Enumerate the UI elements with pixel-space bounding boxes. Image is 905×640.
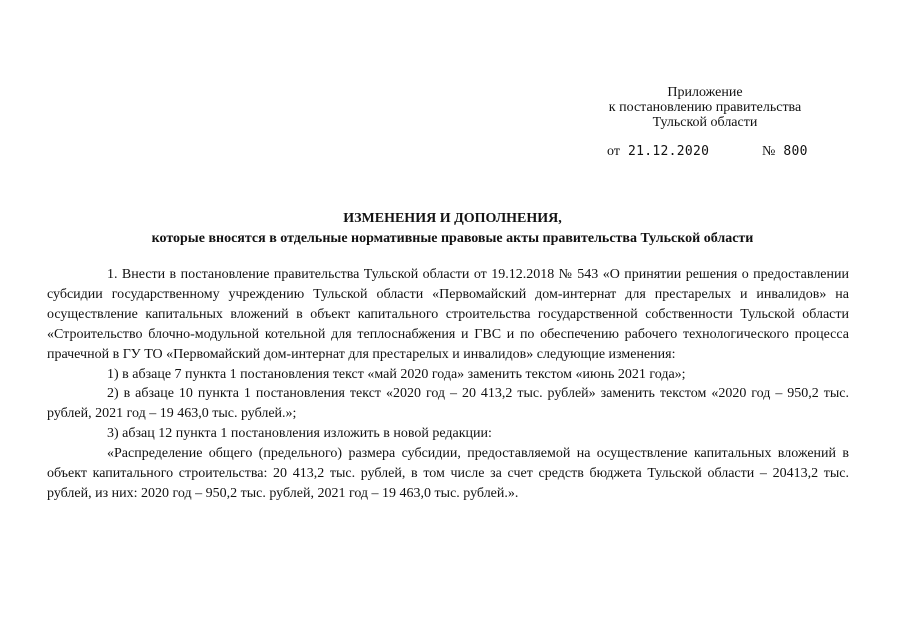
appendix-line-3: Тульской области bbox=[652, 115, 758, 130]
document-subtitle: которые вносятся в отдельные нормативные правовые акты правительства Тульской области bbox=[151, 231, 754, 246]
appendix-block bbox=[575, 85, 835, 130]
document-number-block bbox=[762, 144, 808, 160]
list-item-1: 1) в абзаце 7 пункта 1 постановления текст «май 2020 года» заменить текстом «июнь 2021 года»; bbox=[107, 366, 686, 382]
appendix-line-1: Приложение bbox=[667, 85, 743, 100]
list-item-3: 3) абзац 12 пункта 1 постановления изложить в новой редакции: bbox=[107, 426, 492, 442]
document-number: 800 bbox=[783, 144, 808, 159]
date-prefix: от bbox=[607, 144, 620, 159]
document-title: ИЗМЕНЕНИЯ И ДОПОЛНЕНИЯ, bbox=[343, 211, 562, 226]
quoted-paragraph: «Распределение общего (предельного) размера субсидии, предоставляемой на осуществление капитальных вложений в объект капитального строительства: 20 413,2 тыс. рублей, в том числе за счет средств бюджета Тульской области – 20413,2 тыс. рублей, из них: 2020 год – 950,2 тыс. рублей, 2021 год – 19 463,0 тыс. рублей.». bbox=[47, 446, 849, 501]
document-body bbox=[47, 265, 849, 504]
number-sign: № bbox=[762, 144, 776, 159]
paragraph-1: 1. Внести в постановление правительства Тульской области от 19.12.2018 № 543 «О принятии решения о предоставлении субсидии государственному учреждению Тульской области «Первомайский дом-интернат для престарелых и инвалидов» на осуществление капитальных вложений в объект капитального строительства государственной собственности Тульской области «Строительство блочно-модульной котельной для теплоснабжения и ГВС и по обеспечению рабочего технологического процесса прачечной в ГУ ТО «Первомайский дом-интернат для престарелых и инвалидов» следующие изменения: bbox=[47, 267, 849, 362]
document-date: 21.12.2020 bbox=[627, 144, 710, 159]
document-reference bbox=[607, 144, 837, 160]
appendix-line-2: к постановлению правительства bbox=[608, 100, 802, 115]
list-item-2: 2) в абзаце 10 пункта 1 постановления текст «2020 год – 20 413,2 тыс. рублей» заменить текстом «2020 год – 950,2 тыс. рублей, 2021 год – 19 463,0 тыс. рублей.»; bbox=[47, 386, 849, 422]
